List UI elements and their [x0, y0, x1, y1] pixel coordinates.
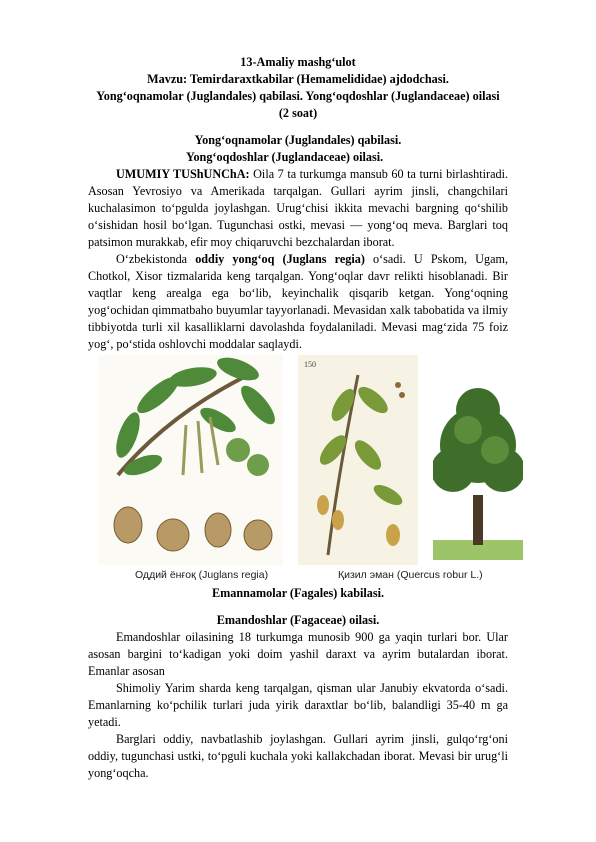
oak-caption: Қизил эман (Quercus robur L.) [338, 569, 483, 581]
general-concept-label: UMUMIY TUShUNChA: [116, 167, 250, 181]
fagaceae-paragraph-2: Shimoliy Yarim sharda keng tarqalgan, qisman ular Janubiy ekvatorda o‘sadi. Emanlarning ko‘pchilik turlari juda yirik daraxtlar bo‘lib, balandligi 35-40 m ga yetadi. [88, 681, 508, 729]
general-paragraph [88, 166, 508, 251]
order-heading: Yong‘oqnamolar (Juglandales) qabilasi. [194, 133, 402, 147]
fagaceae-paragraph-1: Emandoshlar oilasining 18 turkumga munosib 900 ga yaqin turlari bor. Ular asosan bargini to‘kadigan yoki doim yashil daraxt va ayrim butalardan iborat. Emanlar asosan [88, 630, 508, 678]
walnut-paragraph-text: o‘sadi. U Pskom, Ugam, Chotkol, Xisor tizmalarida keng tarqalgan. Yong‘oqlar davr relikti hisoblanadi. Bir vaqtlar keng arealga ega bo‘lib, keyinchalik qisqarib ketgan. Yong‘oqning yog‘ochidan qimmatbaho buyumlar tayyorlanadi. Mevasidan xalk tabobatida va ilmiy tibbiyotda turli xil kasalliklarni davolashda foydalaniladi. Mevasi mag‘zida 75 foiz yog‘, po‘stida oshlovchi moddalar saqlaydi. [88, 252, 509, 351]
walnut-species-name: oddiy yong‘oq (Juglans regia) [195, 252, 365, 266]
topic-subtitle: Yong‘oqnamolar (Juglandales) qabilasi. Yong‘oqdoshlar (Juglandaceae) oilasi [96, 89, 500, 103]
walnut-paragraph-start: O‘zbekistonda [116, 252, 196, 266]
species-illustrations [88, 355, 508, 585]
plate-number: 150 [304, 360, 316, 369]
practical-title: 13-Amaliy mashg‘ulot [240, 55, 356, 69]
topic-title: Mavzu: Temirdaraxtkabilar (Hemamelididae) ajdodchasi. [147, 72, 449, 86]
oak-illustration [298, 355, 418, 565]
walnut-paragraph [88, 251, 508, 353]
fagaceae-paragraph-3: Barglari oddiy, navbatlashib joylashgan. Gullari ayrim jinsli, gulqo‘rg‘oni oddiy, tugunchasi ustki, to‘pguli kuchala yoki kallakchadan iborat. Mevasi bir urug‘li yong‘oqcha. [88, 732, 508, 780]
oak-tree-photo [433, 375, 523, 560]
family-heading: Yong‘oqdoshlar (Juglandaceae) oilasi. [186, 150, 384, 164]
walnut-illustration [98, 355, 283, 565]
walnut-caption: Оддий ёнғоқ (Juglans regia) [135, 569, 269, 581]
general-paragraph-text: Oila 7 ta turkumga mansub 60 ta turni birlashtiradi. Asosan Yevrosiyo va Amerikada tarqalgan. Gullari ayrim jinsli, changchilari kuchalasimon to‘pgulda joylashgan. Urug‘chisi ikkita mevachi bargning qo‘shilib o‘sishidan hosil bo‘lgan. Tugunchasi ostki, mevasi — yong‘oq meva. Barglari toq patsimon murakkab, efir moy chiqaruvchi bezchalardan iborat. [88, 167, 509, 249]
fagales-heading: Emannamolar (Fagales) kabilasi. [211, 586, 385, 600]
duration-label: (2 soat) [278, 106, 318, 120]
fagaceae-heading: Emandoshlar (Fagaceae) oilasi. [216, 613, 380, 627]
document-page [88, 54, 508, 782]
